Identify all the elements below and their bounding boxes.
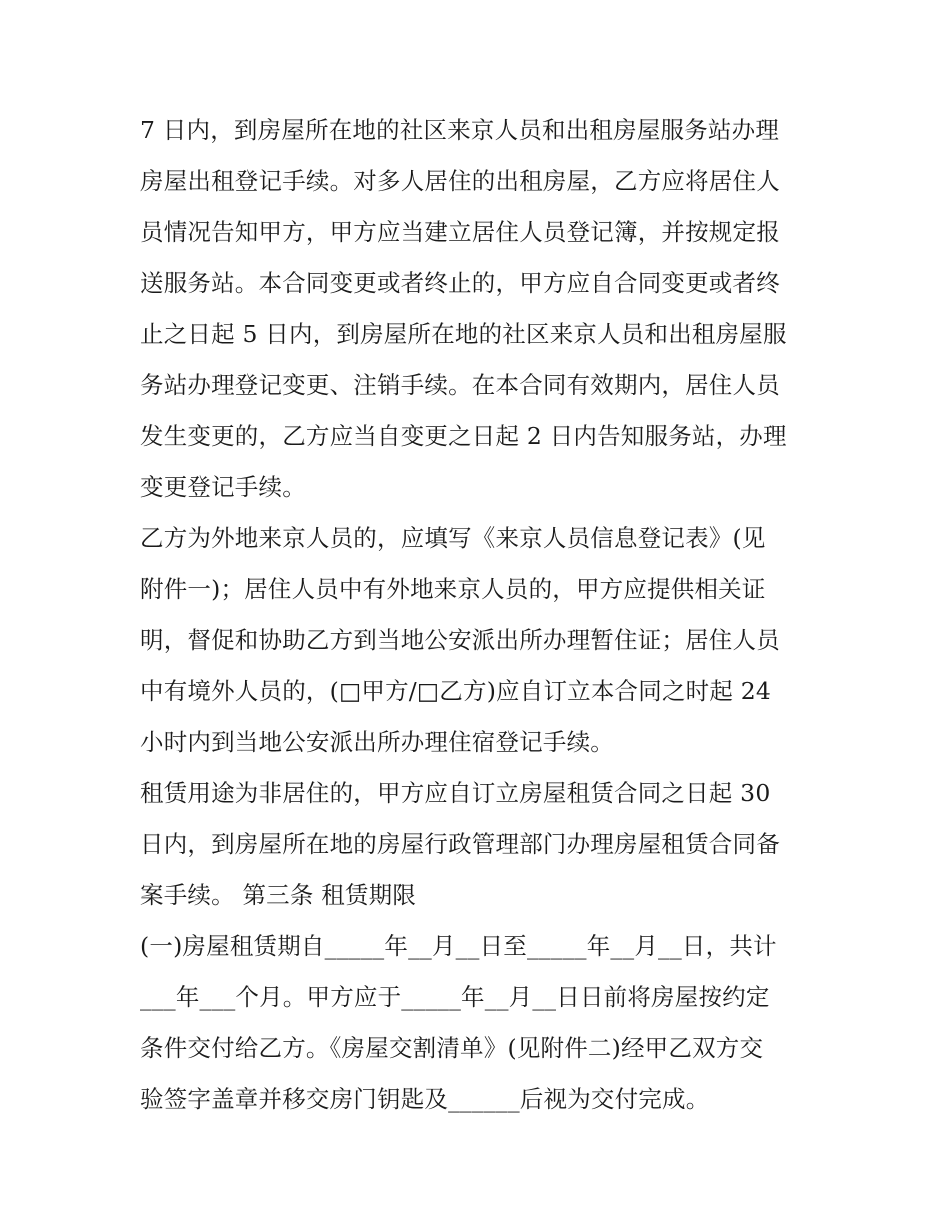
text-line: 变更登记手续。: [140, 473, 306, 501]
paragraph-registration: [140, 105, 830, 513]
text-line: 验签字盖章并移交房门钥匙及______后视为交付完成。: [140, 1085, 710, 1113]
text-line: 房屋出租登记手续。对多人居住的出租房屋，乙方应将居住人: [140, 167, 780, 195]
text-line: 止之日起 5 日内，到房屋所在地的社区来京人员和出租房屋服: [140, 320, 787, 348]
text-line: 中有境外人员的，(□甲方/□乙方)应自订立本合同之时起 24: [140, 677, 772, 705]
paragraph-nonlocal-residents: [140, 513, 830, 768]
text-line: 条件交付给乙方。《房屋交割清单》(见附件二)经甲乙双方交: [140, 1034, 764, 1062]
text-line: 送服务站。本合同变更或者终止的，甲方应自合同变更或者终: [140, 269, 780, 297]
text-line: 日内，到房屋所在地的房屋行政管理部门办理房屋租赁合同备: [140, 830, 780, 858]
text-line: ___年___个月。甲方应于_____年__月__日日前将房屋按约定: [140, 983, 770, 1011]
text-line: 乙方为外地来京人员的，应填写《来京人员信息登记表》(见: [140, 524, 766, 552]
paragraph-lease-term: [140, 921, 830, 1125]
text-line: 小时内到当地公安派出所办理住宿登记手续。: [140, 728, 614, 756]
text-line: 案手续。 第三条 租赁期限: [140, 881, 417, 909]
text-line: 租赁用途为非居住的，甲方应自订立房屋租赁合同之日起 30: [140, 779, 771, 807]
document-body: [140, 105, 830, 1125]
text-line: 7 日内，到房屋所在地的社区来京人员和出租房屋服务站办理: [140, 116, 780, 144]
text-line: 员情况告知甲方，甲方应当建立居住人员登记簿，并按规定报: [140, 218, 780, 246]
text-line: 发生变更的，乙方应当自变更之日起 2 日内告知服务站，办理: [140, 422, 787, 450]
text-line: 附件一)；居住人员中有外地来京人员的，甲方应提供相关证: [140, 575, 766, 603]
text-line: 务站办理登记变更、注销手续。在本合同有效期内，居住人员: [140, 371, 780, 399]
text-line: (一)房屋租赁期自_____年__月__日至_____年__月__日，共计: [140, 932, 777, 960]
paragraph-non-residential-use: [140, 768, 830, 921]
text-line: 明，督促和协助乙方到当地公安派出所办理暂住证；居住人员: [140, 626, 780, 654]
